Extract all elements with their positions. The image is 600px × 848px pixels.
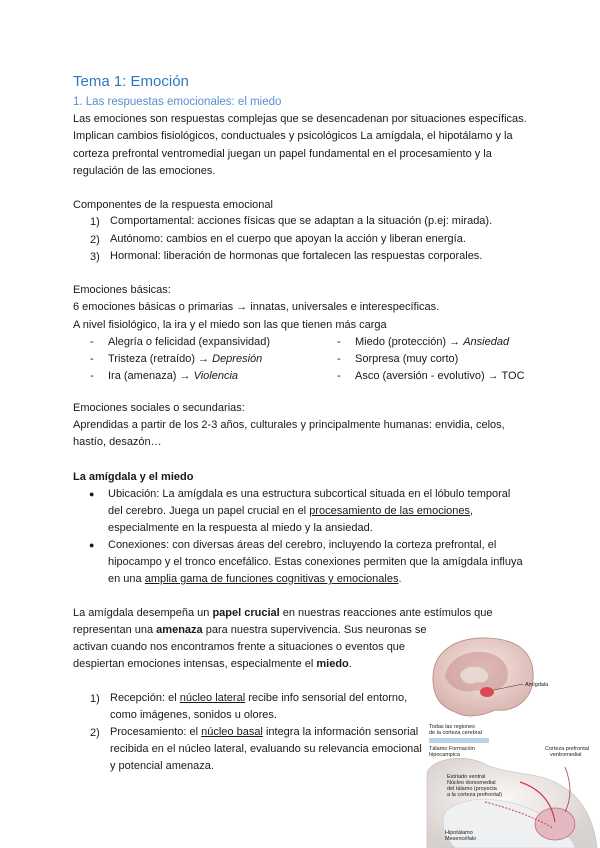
figure-label: hipocampica (429, 752, 460, 758)
dash: - (90, 336, 94, 348)
bullet-line: especialmente en la respuesta al miedo y la ansiedad. (108, 522, 373, 534)
social-line: Aprendidas a partir de los 2-3 años, culturales y principalmente humanas: envidia, celos, (73, 419, 505, 431)
bullet-line: Conexiones: con diversas áreas del cerebro, incluyendo la corteza prefrontal, el (108, 539, 497, 551)
amygdala-heading: La amígdala y el miedo (73, 471, 194, 483)
dash: - (337, 336, 341, 348)
list-item: Hormonal: liberación de hormonas que fortalecen las respuestas corporales. (110, 250, 483, 262)
intro-line: Implican cambios fisiológicos, conductuales y psicológicos La amígdala, el hipotálamo y la (73, 130, 513, 142)
amygdala-paragraph: despiertan emociones intensas, especialmente el miedo. (73, 658, 352, 670)
dash: - (90, 370, 94, 382)
figure-label: de la corteza cerebral (429, 730, 482, 736)
basic-line: 6 emociones básicas o primarias → innatas, universales e interespecíficas. (73, 301, 440, 313)
figure-label: Amígdala (525, 682, 549, 688)
social-line: hastío, desazón… (73, 436, 162, 448)
amygdala-paragraph: representan una amenaza para nuestra supervivencia. Sus neuronas se (73, 624, 427, 636)
list-number: 3) (90, 251, 100, 263)
emotion-item: Ira (amenaza) → Violencia (108, 370, 239, 382)
step-line: como imágenes, sonidos u olores. (110, 709, 277, 721)
step-line: recibida en el núcleo lateral, evaluando su relevancia emocional (110, 743, 422, 755)
amygdala-paragraph: La amígdala desempeña un papel crucial en nuestras reacciones ante estímulos que (73, 607, 493, 619)
step-line: y potencial amenaza. (110, 760, 214, 772)
list-number: 1) (90, 693, 100, 705)
nucleus-shape (535, 808, 575, 840)
dash: - (337, 370, 341, 382)
label-band (429, 738, 489, 743)
amygdala-paragraph: activan cuando nos encontramos frente a situaciones o eventos que (73, 641, 406, 653)
step-line: Procesamiento: el núcleo basal integra la información sensorial (110, 726, 419, 738)
bullet-line: hipocampo y el tronco encefálico. Estas conexiones permiten que la amígdala influya (108, 556, 523, 568)
figure-label: Mesencéfalo (445, 836, 477, 842)
figure-label: Hipotálamo (445, 830, 473, 836)
list-item: Autónomo: cambios en el cuerpo que apoyan la acción y liberan energía. (110, 233, 466, 245)
figure-label: Todas las regiones (429, 724, 475, 730)
page-title: Tema 1: Emoción (73, 73, 189, 90)
list-number: 2) (90, 727, 100, 739)
section-heading: 1. Las respuestas emocionales: el miedo (73, 96, 282, 108)
emotion-item: Miedo (protección) → Ansiedad (355, 336, 510, 348)
list-item: Comportamental: acciones físicas que se adaptan a la situación (p.ej: mirada). (110, 215, 493, 227)
intro-line: regulación de las emociones. (73, 165, 216, 177)
bullet-icon: ● (89, 489, 95, 499)
amygdala-shape (480, 687, 494, 697)
social-heading: Emociones sociales o secundarias: (73, 402, 245, 414)
bullet-icon: ● (89, 540, 95, 550)
emotion-item: Asco (aversión - evolutivo) → TOC (355, 370, 525, 382)
bullet-line: en una amplia gama de funciones cognitivas y emocionales. (108, 573, 402, 585)
figure-label: ventromedial (550, 752, 582, 758)
bullet-line: Ubicación: La amígdala es una estructura subcortical situada en el lóbulo temporal (108, 488, 511, 500)
emotion-item: Alegría o felicidad (expansividad) (108, 336, 271, 348)
brain-figure (425, 632, 600, 848)
dash: - (337, 353, 341, 365)
figure-label: a la corteza prefrontal) (447, 792, 503, 798)
basic-line: A nivel fisiológico, la ira y el miedo son las que tienen más carga (73, 319, 387, 331)
step-line: Recepción: el núcleo lateral recibe info sensorial del entorno, (110, 692, 408, 704)
figure-label: Estriado ventral (447, 774, 486, 780)
intro-line: corteza prefrontal ventromedial juegan un papel fundamental en el procesamiento y la (73, 148, 492, 160)
dash: - (90, 353, 94, 365)
intro-line: Las emociones son respuestas complejas que se desencadenan por situaciones específicas. (73, 113, 527, 125)
bullet-line: del cerebro. Juega un papel crucial en el procesamiento de las emociones, (108, 505, 474, 517)
basic-heading: Emociones básicas: (73, 284, 171, 296)
list-number: 1) (90, 216, 100, 228)
list-number: 2) (90, 234, 100, 246)
components-heading: Componentes de la respuesta emocional (73, 199, 273, 211)
figure-label: Corteza prefrontal (545, 746, 590, 752)
emotion-item: Tristeza (retraído) → Depresión (108, 353, 263, 365)
emotion-item: Sorpresa (muy corto) (355, 353, 459, 365)
figure-label: del tálamo (proyecta (447, 786, 497, 792)
figure-label: Tálamo Formación (429, 746, 475, 752)
figure-label: Núcleo dorsomedial (447, 780, 496, 786)
